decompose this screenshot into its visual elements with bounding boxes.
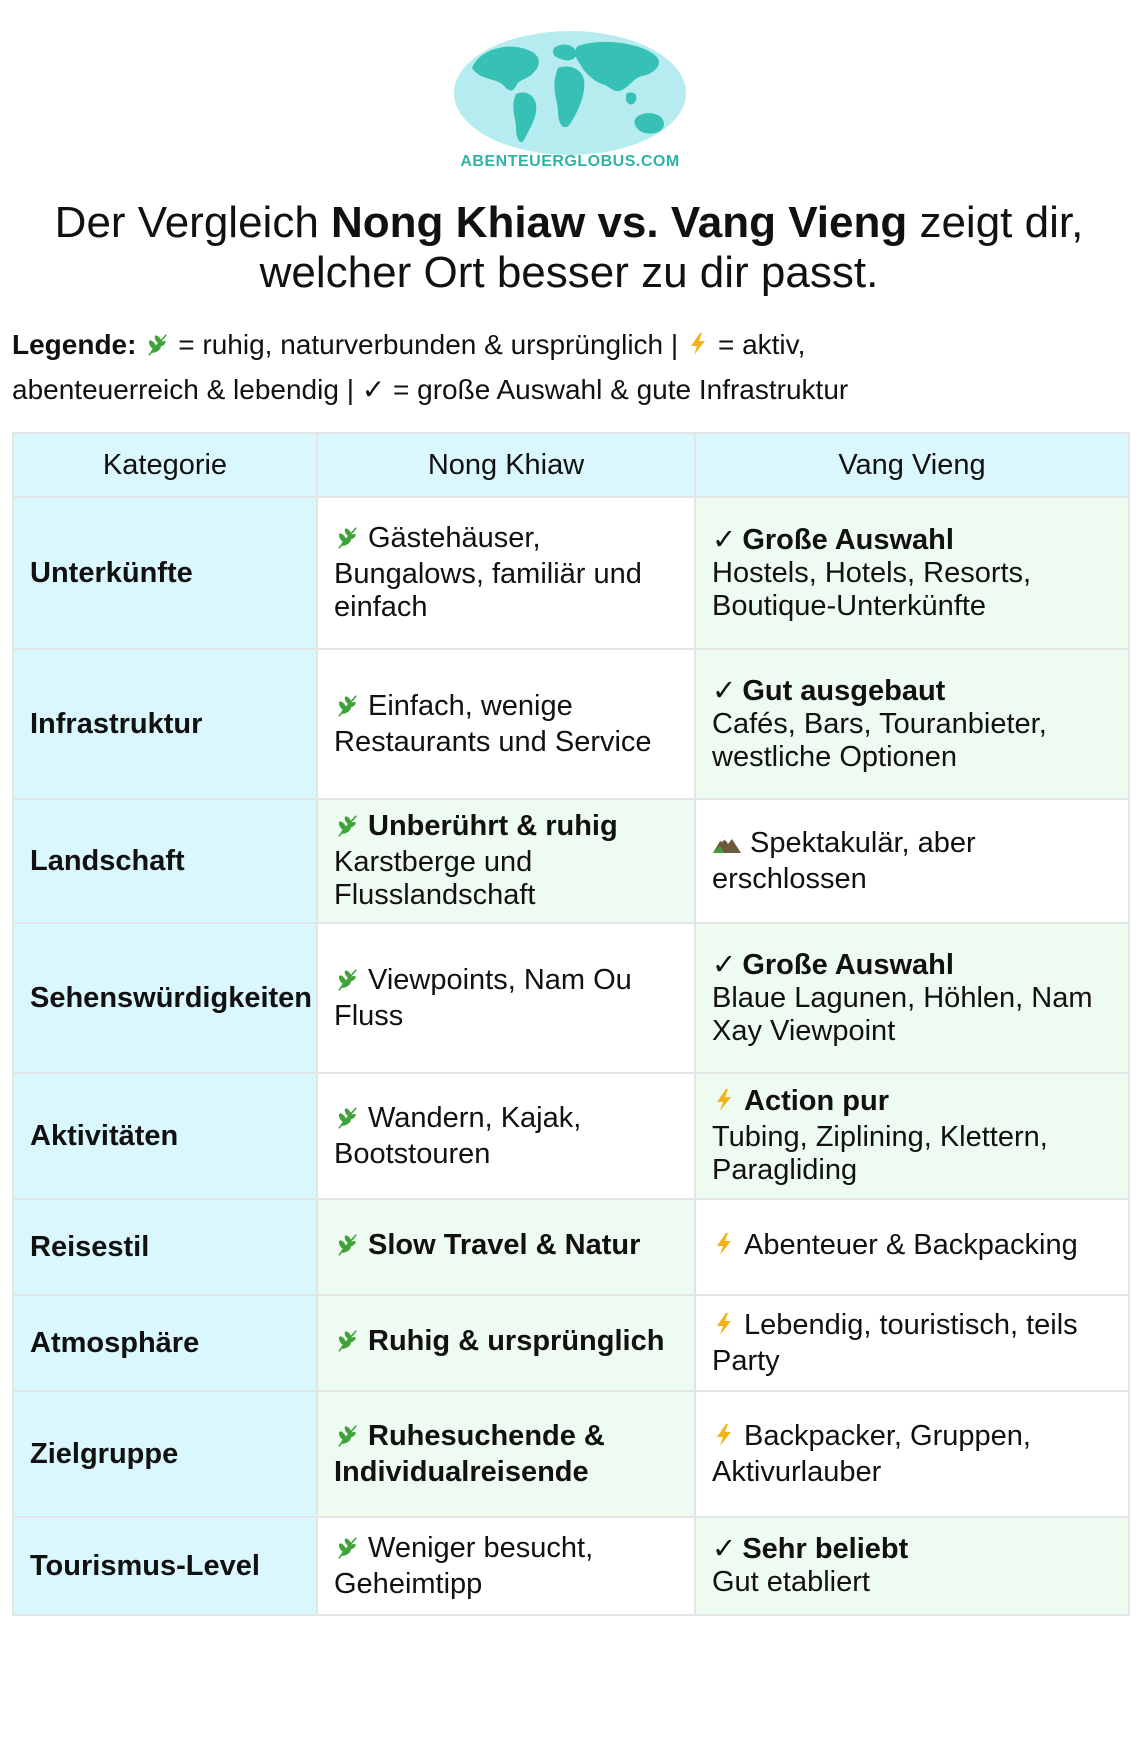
bolt-icon xyxy=(712,1422,736,1456)
table-row xyxy=(13,649,1129,799)
logo-text: ABENTEUERGLOBUS.COM xyxy=(460,153,680,170)
legend-item-bolt: = aktiv, xyxy=(717,329,806,360)
check-icon: ✓ xyxy=(712,948,737,981)
cell-highlight-text: Action pur xyxy=(744,1085,889,1117)
cell-highlight-text: Sehr beliebt xyxy=(742,1533,909,1565)
header-nong-khiaw: Nong Khiaw xyxy=(317,433,695,497)
table-row xyxy=(13,1295,1129,1391)
leaf-icon xyxy=(334,966,360,1000)
bolt-icon xyxy=(712,1311,736,1345)
header-kategorie: Kategorie xyxy=(13,433,317,497)
table-row xyxy=(13,497,1129,649)
cell-highlight-text: Ruhig & ursprünglich xyxy=(368,1325,665,1357)
nk-cell xyxy=(317,1073,695,1199)
check-icon: ✓ xyxy=(361,374,386,405)
header-vang-vieng: Vang Vieng xyxy=(695,433,1129,497)
cell-text: Blaue Lagunen, Höhlen, Nam Xay Viewpoint xyxy=(712,981,1093,1047)
logo xyxy=(450,28,690,178)
cell-text: Hostels, Hotels, Resorts, Boutique-Unterkünfte xyxy=(712,556,1032,622)
cell-text: Gut etabliert xyxy=(712,1566,870,1598)
cell-highlight-text: Große Auswahl xyxy=(742,948,954,981)
globe-icon xyxy=(450,28,690,158)
title-line2: welcher Ort besser zu dir passt. xyxy=(259,248,879,297)
cell-highlight-text: Gut ausgebaut xyxy=(742,674,946,707)
cell-text: Spektakulär, aber erschlossen xyxy=(712,826,976,895)
table-row xyxy=(13,1391,1129,1517)
table-row xyxy=(13,799,1129,923)
category-cell: Landschaft xyxy=(13,799,317,923)
nk-cell xyxy=(317,1391,695,1517)
cell-text: Wandern, Kajak, Bootstouren xyxy=(334,1101,582,1170)
leaf-icon xyxy=(334,812,360,846)
nk-cell xyxy=(317,923,695,1073)
check-icon: ✓ xyxy=(712,1533,737,1565)
cell-text: Cafés, Bars, Touranbieter, westliche Optionen xyxy=(712,707,1047,773)
vv-cell xyxy=(695,1391,1129,1517)
cell-text: Lebendig, touristisch, teils Party xyxy=(712,1308,1078,1377)
legend xyxy=(12,324,1122,411)
page-title xyxy=(0,198,1138,298)
leaf-icon xyxy=(334,1231,360,1265)
vv-cell xyxy=(695,649,1129,799)
cell-text: Backpacker, Gruppen, Aktivurlauber xyxy=(712,1419,1031,1488)
vv-cell xyxy=(695,1199,1129,1295)
category-cell: Unterkünfte xyxy=(13,497,317,649)
cell-text: Abenteuer & Backpacking xyxy=(744,1229,1078,1261)
bolt-icon xyxy=(712,1231,736,1265)
title-prefix: Der Vergleich xyxy=(54,198,332,247)
leaf-icon xyxy=(334,1534,360,1568)
category-cell: Reisestil xyxy=(13,1199,317,1295)
check-icon: ✓ xyxy=(712,674,737,707)
vv-cell xyxy=(695,497,1129,649)
category-cell: Zielgruppe xyxy=(13,1391,317,1517)
legend-item-leaf: = ruhig, naturverbunden & ursprünglich | xyxy=(178,329,679,360)
table-row xyxy=(13,923,1129,1073)
title-suffix: zeigt dir, xyxy=(907,198,1084,247)
leaf-icon xyxy=(334,1422,360,1456)
nk-cell xyxy=(317,649,695,799)
table-row xyxy=(13,1073,1129,1199)
cell-highlight-text: Große Auswahl xyxy=(742,523,954,556)
legend-label: Legende: xyxy=(12,329,137,360)
vv-cell xyxy=(695,1295,1129,1391)
category-cell: Sehenswürdigkeiten xyxy=(13,923,317,1073)
legend-line2: abenteuerreich & lebendig | xyxy=(12,374,354,405)
nk-cell xyxy=(317,1517,695,1615)
vv-cell xyxy=(695,923,1129,1073)
table-header-row xyxy=(13,433,1129,497)
leaf-icon xyxy=(144,327,170,369)
comparison-table xyxy=(12,432,1130,1616)
category-cell: Infrastruktur xyxy=(13,649,317,799)
table-row xyxy=(13,1517,1129,1615)
nk-cell xyxy=(317,497,695,649)
vv-cell xyxy=(695,1073,1129,1199)
cell-text: Tubing, Ziplining, Klettern, Paragliding xyxy=(712,1121,1048,1186)
bolt-icon xyxy=(712,1087,736,1121)
check-icon: ✓ xyxy=(712,523,737,556)
vv-cell xyxy=(695,799,1129,923)
category-cell: Tourismus-Level xyxy=(13,1517,317,1615)
legend-item-check: = große Auswahl & gute Infrastruktur xyxy=(393,374,849,405)
cell-highlight-text: Ruhesuchende & Individualreisende xyxy=(334,1419,605,1488)
cell-text: Viewpoints, Nam Ou Fluss xyxy=(334,963,632,1032)
cell-text: Gästehäuser, Bungalows, familiär und einfach xyxy=(334,522,642,623)
mountain-icon xyxy=(712,830,742,863)
vv-cell xyxy=(695,1517,1129,1615)
table-row xyxy=(13,1199,1129,1295)
cell-highlight-text: Slow Travel & Natur xyxy=(368,1229,641,1261)
leaf-icon xyxy=(334,1104,360,1138)
bolt-icon xyxy=(686,327,710,369)
nk-cell xyxy=(317,1295,695,1391)
category-cell: Aktivitäten xyxy=(13,1073,317,1199)
leaf-icon xyxy=(334,524,360,558)
cell-text: Weniger besucht, Geheimtipp xyxy=(334,1531,594,1600)
category-cell: Atmosphäre xyxy=(13,1295,317,1391)
title-bold: Nong Khiaw vs. Vang Vieng xyxy=(331,198,908,247)
cell-text: Einfach, wenige Restaurants und Service xyxy=(334,689,652,758)
cell-text: Karstberge und Flusslandschaft xyxy=(334,846,536,911)
leaf-icon xyxy=(334,1327,360,1361)
leaf-icon xyxy=(334,692,360,726)
nk-cell xyxy=(317,1199,695,1295)
cell-highlight-text: Unberührt & ruhig xyxy=(368,810,618,842)
nk-cell xyxy=(317,799,695,923)
